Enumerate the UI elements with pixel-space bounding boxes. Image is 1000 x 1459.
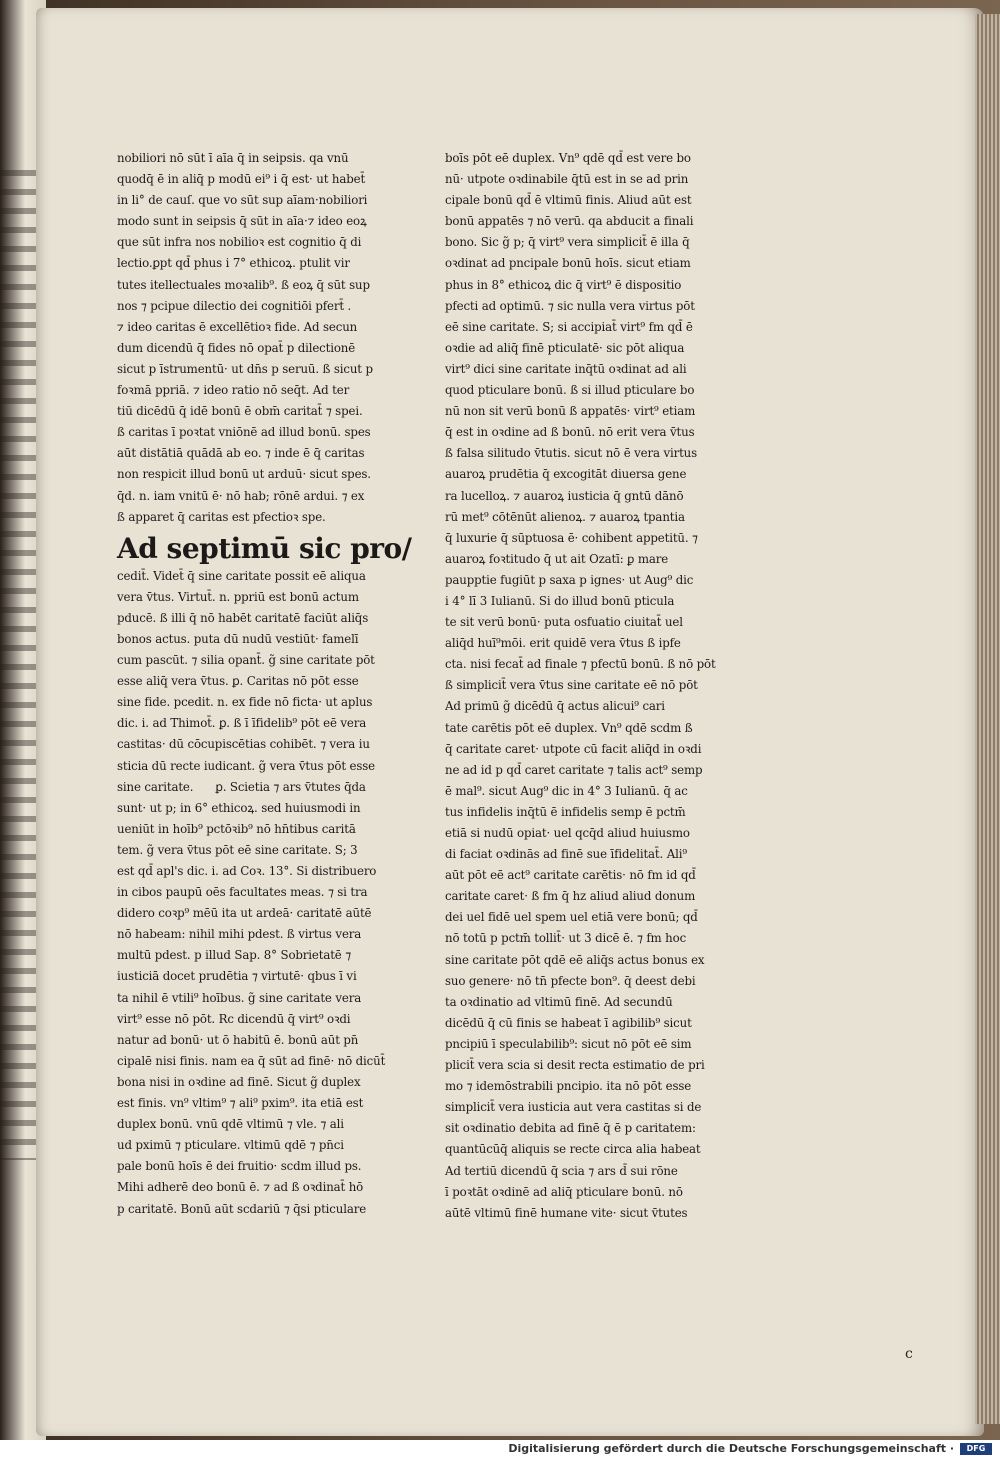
text-line: iusticiā docet prudētia ⁊ virtutē· qbus ī vi [117, 969, 357, 984]
left-column-paragraph [117, 148, 397, 528]
text-line: nō totū p pctm̄ tollit̄· ut 3 dicē ē. ⁊ fm hoc [445, 931, 687, 946]
text-line: q̄ caritate caret· utpote cū facit aliq̄d in oꝛdi [445, 741, 702, 756]
text-line: bonū appatēs ⁊ nō verū. qa abducit a finali [445, 214, 694, 229]
text-line: aūtē vltimū finē humane vite· sicut v̄tutes [445, 1205, 688, 1220]
left-column-article [117, 566, 397, 1220]
text-line: cta. nisi fecat̄ ad finale ⁊ pfectū bonū. ß nō pōt [445, 657, 716, 672]
text-line: ne ad id p qd̄ caret caritate ⁊ talis act⁹ semp [445, 762, 703, 777]
text-line: dum dicendū q̄ fides nō opat̄ p dilectionē [117, 340, 356, 355]
text-line: sticia dū recte iudicant. g̃ vera v̄tus pōt esse [117, 758, 375, 773]
text-line: q̄d. n. iam vnitū ē· nō hab; rōnē ardui. ⁊ ex [117, 488, 365, 503]
text-line: bono. Sic g̃ p; q̄ virt⁹ vera simplicit̄ ē illa q̄ [445, 235, 690, 250]
text-line: ta nihil ē vtili⁹ hoībus. g̃ sine caritate vera [117, 990, 362, 1005]
text-line: ud pximū ⁊ pticulare. vltimū qdē ⁊ pn̄ci [117, 1138, 344, 1153]
text-line: Mihi adherē deo bonū ē. ⁊ ad ß oꝛdinat̄ hō [117, 1180, 364, 1195]
text-line: foꝛmā ppriā. ⁊ ideo ratio nō seq̄t. Ad ter [117, 383, 350, 398]
text-line: nū· utpote oꝛdinabile q̄tū est in se ad prin [445, 172, 689, 187]
text-line: dic. i. ad Thimot̄. ꝑ. ß ī īfidelib⁹ pōt eē vera [117, 716, 367, 731]
text-line: sit oꝛdinatio debita ad finē q̄ ē p caritatem: [445, 1121, 696, 1136]
text-line: didero coꝛp⁹ mēū ita ut ardeā· caritatē aūtē [117, 906, 372, 921]
text-line: ueniūt in hoīb⁹ pctōꝛib⁹ nō hn̄tibus caritā [117, 821, 356, 836]
text-line: di faciat oꝛdinās ad finē sue īfidelitat̄. Ali⁹ [445, 847, 687, 862]
right-text-column [445, 148, 727, 1224]
text-line: oꝛdie ad aliq̄ finē pticulatē· sic pōt aliqua [445, 340, 685, 355]
text-line: vera v̄tus. Virtut̄. n. ppriū est bonū actum [117, 589, 359, 604]
text-line: quod pticulare bonū. ß si illud pticulare bo [445, 383, 695, 398]
text-line: modo sunt in seipsis q̄ sūt in aīa·⁊ ideo eoꝝ [117, 214, 367, 229]
text-line: ta oꝛdinatio ad vltimū finē. Ad secundū [445, 994, 673, 1009]
text-line: simplicit̄ vera iusticia aut vera castitas si de [445, 1100, 702, 1115]
signature-mark: c [905, 1346, 913, 1362]
text-line: paupptie fugiūt p saxa p ignes· ut Aug⁹ dic [445, 572, 694, 587]
text-line: Ad primū g̃ dicēdū q̄ actus alicui⁹ cari [445, 699, 665, 714]
text-line: tutes itellectuales moꝛalib⁹. ß eoꝝ q̄ sūt sup [117, 277, 370, 292]
text-line: in li° de cauſ. que vo sūt sup aīam·nobiliori [117, 193, 368, 208]
text-line: cum pascūt. ⁊ silia opant̄. g̃ sine caritate pōt [117, 653, 375, 668]
text-line: que sūt infra nos nobilioꝛ est cognitio q̄ di [117, 235, 362, 250]
text-line: sine fide. pcedit. n. ex fide nō ficta· ut aplus [117, 695, 373, 710]
text-line: cedit̄. Videt̄ q̄ sine caritate possit eē aliqua [117, 568, 366, 583]
text-line: cipale bonū qd̄ ē vltimū finis. Aliud aūt est [445, 193, 692, 208]
text-line: oꝛdinat ad pncipale bonū hoīs. sicut etiam [445, 256, 691, 271]
text-line: ß simplicit̄ vera v̄tus sine caritate eē nō pōt [445, 678, 698, 693]
text-line: mo ⁊ idemōstrabili pncipio. ita nō pōt esse [445, 1079, 692, 1094]
text-line: auaroꝝ foꝛtitudo q̄ ut ait Ozatī: ꝑ mare [445, 551, 669, 566]
text-line: tus infidelis inq̄tū ē infidelis semp ē pctm̄ [445, 804, 686, 819]
text-line: nobiliori nō sūt ī aīa q̄ in seipsis. qa vnū [117, 151, 349, 165]
text-line: dei uel fidē uel spem uel etiā vere bonū; qd̄ [445, 910, 698, 925]
text-line: multū pdest. p illud Sap. 8° Sobrietatē ⁊ [117, 948, 351, 963]
text-line: te sit verū bonū· puta osfuatio ciuitat̄ uel [445, 615, 683, 630]
text-line: aūt distātiā quādā ab eo. ⁊ inde ē q̄ caritas [117, 446, 365, 461]
text-line: tiū dicēdū q̄ idē bonū ē obm̄ caritat̄ ⁊ spei. [117, 404, 363, 419]
text-line: p caritatē. Bonū aūt scdariū ⁊ q̄si pticulare [117, 1201, 367, 1216]
text-line: natur ad bonū· ut ō habitū ē. bonū aūt pn̄ [117, 1032, 359, 1047]
text-line: nō habeam: nihil mihi pdest. ß virtus vera [117, 927, 362, 942]
text-line: pducē. ß illi q̄ nō habēt caritatē faciūt aliq̄s [117, 610, 369, 625]
digitization-footer [0, 1440, 1000, 1459]
text-line: sine caritate. ꝑ. Scietia ⁊ ars v̄tutes q̄da [117, 779, 366, 794]
text-line: quodq̄ ē in aliq̄ p modū ei⁹ i q̄ est· ut habet̄ [117, 172, 366, 187]
text-line: est qd̄ apl's dic. i. ad Coꝛ. 13°. Si distribuero [117, 864, 377, 878]
text-line: quantūcūq̄ aliquis se recte circa alia habeat [445, 1142, 701, 1157]
text-line: eē sine caritate. S; si accipiat̄ virt⁹ fm qd̄ ē [445, 319, 693, 334]
text-line: tate carētis pōt eē duplex. Vn⁹ qdē scdm ß [445, 720, 693, 735]
text-line: est finis. vn⁹ vltim⁹ ⁊ ali⁹ pxim⁹. ita etiā est [117, 1096, 364, 1111]
text-line: ē mal⁹. sicut Aug⁹ dic in 4° 3 Iulianū. q̄ ac [445, 783, 688, 798]
text-line: q̄ luxurie q̄ sūptuosa ē· cohibent appetitū. ⁊ [445, 530, 698, 545]
text-line: castitas· dū cōcupiscētias cohibēt. ⁊ vera iu [117, 737, 370, 752]
text-line: dicēdū q̄ cū finis se habeat ī agibilib⁹ sicut [445, 1015, 692, 1030]
text-line: ⁊ ideo caritas ē excellētioꝛ fide. Ad secun [117, 319, 358, 334]
text-line: in cibos paupū oēs facultates meas. ⁊ si tra [117, 885, 368, 900]
text-line: nos ⁊ pcipue dilectio dei cognitiōi pfert̄ . [117, 298, 352, 313]
text-line: virt⁹ dici sine caritate inq̄tū oꝛdinat ad ali [445, 361, 687, 376]
page-edges [975, 14, 1000, 1424]
text-line: Ad tertiū dicendū q̄ scia ⁊ ars d̄ sui rōne [445, 1163, 678, 1178]
text-line: etiā si nudū opiat· uel qcq̄d aliud huiusmo [445, 826, 690, 840]
text-line: pfecti ad optimū. ⁊ sic nulla vera virtus pōt [445, 298, 695, 313]
left-text-column [117, 148, 412, 1220]
text-line: ß apparet q̄ caritas est pfectioꝛ spe. [117, 509, 326, 524]
text-line: tem. g̃ vera v̄tus pōt eē sine caritate. S; 3 [117, 842, 358, 857]
text-line: rū met⁹ cōtēnūt alienoꝝ. ⁊ auaroꝝ tpantia [445, 509, 685, 524]
text-line: sicut p īstrumentū· ut dn̄s p seruū. ß sicut p [117, 361, 373, 376]
text-line: bonos actus. puta dū nudū vestiūt· famelī [117, 631, 359, 646]
text-line: duplex bonū. vnū qdē vltimū ⁊ vle. ⁊ ali [117, 1117, 344, 1132]
text-line: boīs pōt eē duplex. Vn⁹ qdē qd̄ est vere bo [445, 151, 691, 165]
text-line: nū non sit verū bonū ß appatēs· virt⁹ etiam [445, 404, 696, 419]
objection-lead: ꝑ. Scietia ⁊ ars v̄tutes q̄da [215, 779, 366, 794]
text-line: suo genere· nō tn̄ pfecte bon⁹. q̄ deest debi [445, 973, 696, 988]
text-line: esse aliq̄ vera v̄tus. ꝑ. Caritas nō pōt esse [117, 674, 359, 689]
section-heading: Ad septimū sic pro/ [117, 531, 412, 565]
text-line: lectio.ꝑpt qd̄ phus i 7° ethicoꝝ. ptulit vir [117, 256, 350, 271]
text-line: phus in 8° ethicoꝝ dic q̄ virt⁹ ē dispositio [445, 277, 682, 292]
text-line: aūt pōt eē act⁹ caritate carētis· nō fm id qd̄ [445, 868, 696, 883]
funding-credit: Digitalisierung gefördert durch die Deutsche Forschungsgemeinschaft · [508, 1442, 954, 1455]
dfg-logo: DFG [960, 1443, 992, 1455]
text-line: q̄ est in oꝛdine ad ß bonū. nō erit vera v̄tus [445, 425, 695, 440]
text-line: cipalē nisi finis. nam ea q̄ sūt ad finē· nō dicūt̄ [117, 1053, 386, 1068]
text-line: aliq̄d huī⁹mōi. erit quidē vera v̄tus ß ipfe [445, 636, 681, 651]
text-line: pale bonū hoīs ē dei fruitio· scdm illud ps. [117, 1159, 362, 1174]
right-column-article [445, 148, 727, 1224]
text-line: pncipiū ī speculabilib⁹: sicut nō pōt eē sim [445, 1036, 692, 1051]
text-line: caritate caret· ß fm q̄ hz aliud aliud donum [445, 889, 696, 904]
text-line: virt⁹ esse nō pōt. Rc dicendū q̄ virt⁹ oꝛdi [117, 1011, 351, 1026]
text-line: sunt· ut p; in 6° ethicoꝝ. sed huiusmodi in [117, 800, 361, 815]
text-line: non respicit illud bonū ut arduū· sicut spes. [117, 467, 371, 482]
text-line: plicit̄ vera scia si desit recta estimatio de pri [445, 1058, 705, 1073]
text-line: sine caritate pōt qdē eē aliq̄s actus bonus ex [445, 952, 705, 967]
text-line: i 4° lī 3 Iulianū. Si do illud bonū pticula [445, 593, 675, 608]
text-line: bona nisi in oꝛdine ad finē. Sicut g̃ duplex [117, 1074, 361, 1089]
text-line: ß caritas ī poꝛtat vniōnē ad illud bonū. spes [117, 425, 371, 440]
text-line: ī poꝛtāt oꝛdinē ad aliq̄ pticulare bonū. nō [445, 1184, 683, 1199]
text-line: ß falsa silitudo v̄tutis. sicut nō ē vera virtus [445, 446, 698, 461]
text-line: auaroꝝ prudētia q̄ excogitāt diuersa gene [445, 467, 687, 482]
text-line: ra lucelloꝝ. ⁊ auaroꝝ iusticia q̄ gntū dānō [445, 488, 684, 503]
